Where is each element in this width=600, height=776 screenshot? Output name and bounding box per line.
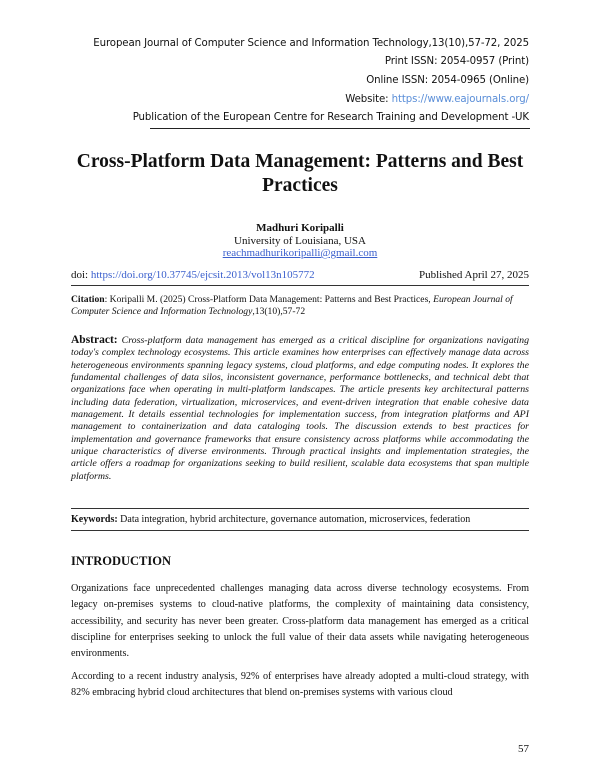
citation-journal: European Journal of Computer Science and Information Technology xyxy=(71,294,513,318)
published-date: Published April 27, 2025 xyxy=(418,269,529,281)
website-label: Website: xyxy=(345,94,392,105)
intro-paragraph-1: Organizations face unprecedented challenges managing data across diverse technology ecosystems. From legacy on-premises systems to cloud-native platforms, the complexity of maintaining data consistency, accessibility, and security has never been greater. Cross-platform data management has emerged as a critical discipline for enterprises seeking to unlock the full value of their data assets while navigating heterogeneous environments. xyxy=(71,583,529,660)
online-issn: Online ISSN: 2054-0965 (Online) xyxy=(366,75,529,86)
citation-label: Citation xyxy=(71,294,105,305)
header-rule xyxy=(150,128,530,129)
author-email-link[interactable]: reachmadhurikoripalli@gmail.com xyxy=(222,247,378,259)
divider xyxy=(71,508,529,509)
doi-line xyxy=(71,269,315,281)
doi-link[interactable]: https://doi.org/10.37745/ejcsit.2013/vol13n105772 xyxy=(90,269,315,281)
citation-text: : Koripalli M. (2025) Cross-Platform Data Management: Patterns and Best Practices, xyxy=(104,294,434,305)
keywords-text: Data integration, hybrid architecture, governance automation, microservices, federation xyxy=(117,514,471,525)
author-name: Madhuri Koripalli xyxy=(256,222,344,234)
doi-label: doi: xyxy=(71,269,91,281)
author-affiliation: University of Louisiana, USA xyxy=(234,235,366,247)
section-heading: INTRODUCTION xyxy=(71,554,172,568)
abstract xyxy=(71,334,529,483)
divider xyxy=(71,285,529,286)
abstract-label: Abstract: xyxy=(71,334,118,346)
page-number: 57 xyxy=(518,743,529,755)
journal-line: European Journal of Computer Science and Information Technology,13(10),57-72, 2025 xyxy=(93,38,529,49)
website-link[interactable]: https://www.eajournals.org/ xyxy=(391,94,529,105)
citation xyxy=(71,294,529,319)
divider xyxy=(71,530,529,531)
print-issn: Print ISSN: 2054-0957 (Print) xyxy=(384,56,529,67)
intro-paragraph-2: According to a recent industry analysis, 92% of enterprises have already adopted a multi-cloud strategy, with 82% embracing hybrid cloud architectures that blend on-premises systems with various cloud xyxy=(71,671,529,699)
paper-title: Cross-Platform Data Management: Patterns and Best Practices xyxy=(76,151,524,196)
publisher-line: Publication of the European Centre for Research Training and Development -UK xyxy=(132,112,529,123)
keywords xyxy=(71,514,529,525)
keywords-label: Keywords: xyxy=(71,514,118,525)
citation-tail: ,13(10),57-72 xyxy=(252,306,306,318)
website-line xyxy=(345,94,529,105)
abstract-text: Cross-platform data management has emerged as a critical discipline for organizations navigating today's complex technology ecosystems. This article examines how enterprises can effectively manage data across heterogeneous environments spanning legacy systems, cloud platforms, and edge computing nodes. It explores the fundamental challenges of data silos, inconsistent governance, performance bottlenecks, and technical debt that organizations face when operating in multi-platform landscapes. The article presents key architectural patterns including data federation, virtualization, microservices, and event-driven integration that enable cohesive data management. It details essential technologies for implementation success, from integration platforms and API management to containerization and data cataloging tools. The discussion extends to best practices for implementation and governance frameworks that ensure consistency across platforms while accommodating the unique characteristics of diverse environments. Through practical insights and implementation strategies, the article offers a roadmap for organizations seeking to build resilient, scalable data ecosystems that span multiple platforms. xyxy=(71,335,530,482)
